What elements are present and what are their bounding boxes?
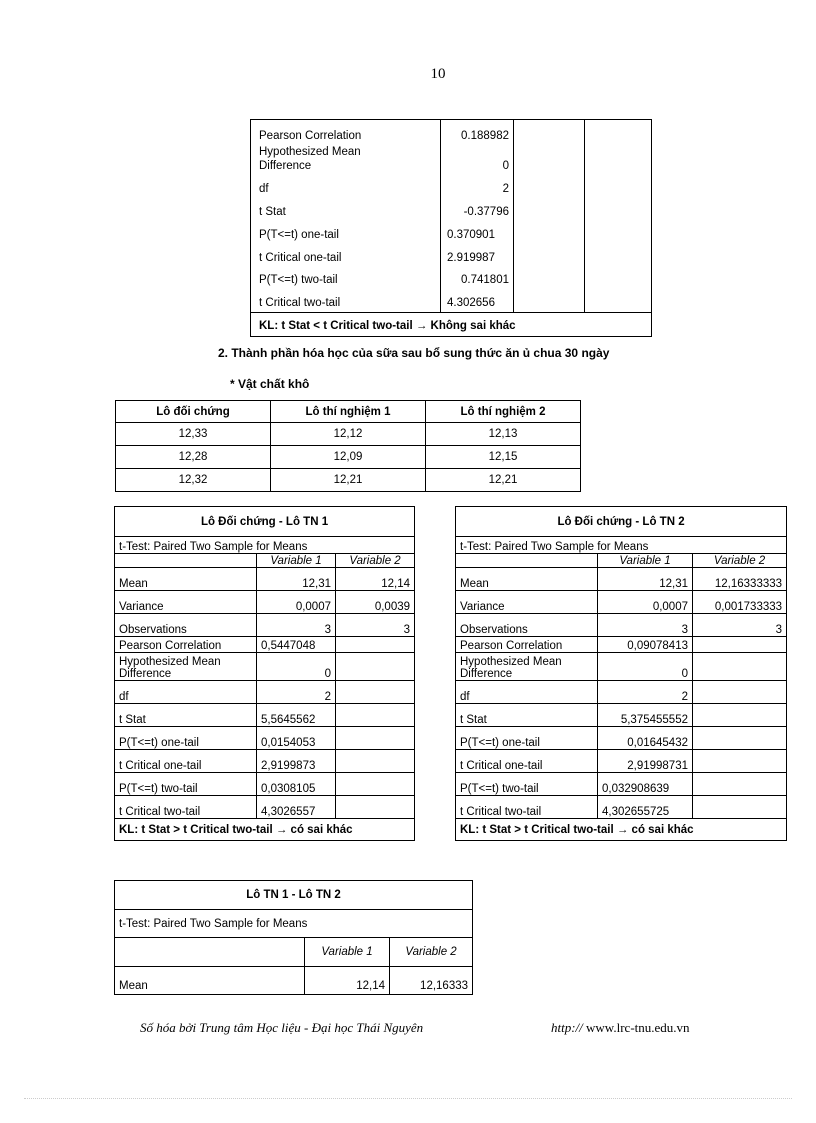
value-cell: 0,0007 [598,591,693,614]
row-value: 0.188982 [461,130,509,142]
value-cell: 0,0154053 [257,727,336,750]
col-header: Lô đối chứng [116,401,271,423]
table-cell: 12,33 [116,423,271,446]
value-cell [336,796,415,819]
value-cell [336,727,415,750]
conclusion: KL: t Stat > t Critical two-tail → có sai khác [460,823,694,836]
row-label: P(T<=t) one-tail [460,737,540,749]
row-label: t Critical one-tail [460,760,543,772]
footer-url[interactable]: www.lrc-tnu.edu.vn [582,1020,690,1035]
value-cell [693,750,787,773]
value-cell: 3 [598,614,693,637]
value-cell: 12,14 [336,568,415,591]
value-cell: 5,5645562 [257,704,336,727]
page-number: 10 [430,66,446,82]
value-cell: 2,91998731 [598,750,693,773]
row-label: df [259,183,269,195]
row-label: t Stat [259,206,286,218]
row-label: Hypothesized Mean [259,146,361,158]
conclusion: KL: t Stat > t Critical two-tail → có sai khác [119,823,353,836]
footer-right [551,1020,690,1036]
row-label [115,653,257,681]
row-label: Observations [460,624,528,636]
row-label: t Stat [460,714,487,726]
row-label-line2: Difference [460,668,513,680]
table-cell: 12,21 [271,469,426,492]
table-subtitle: t-Test: Paired Two Sample for Means [119,917,308,930]
row-label: Mean [460,578,489,590]
footer-left: Số hóa bởi Trung tâm Học liệu - Đại học Thái Nguyên [140,1020,424,1035]
row-label: Difference [259,160,312,172]
row-label: Pearson Correlation [460,640,563,652]
value-cell [336,653,415,681]
value-cell: 0,0007 [257,591,336,614]
row-label: Pearson Correlation [259,130,362,142]
value-cell [693,704,787,727]
row-label: df [460,691,470,703]
table-cell: 12,21 [426,469,581,492]
row-label: Variance [119,601,164,613]
ttest-dc-tn2-table [455,506,787,841]
row-label: P(T<=t) two-tail [460,783,539,795]
value-cell [693,773,787,796]
value-cell: 12,16333333 [693,568,787,591]
row-value: 2 [502,183,509,195]
row-label: t Critical one-tail [259,252,342,264]
value-cell [693,637,787,653]
value-cell [693,681,787,704]
row-label: df [119,691,129,703]
value-cell [336,637,415,653]
value-cell: 12,14 [305,967,390,995]
row-label-line2: Difference [119,668,172,680]
dry-matter-table [115,400,581,492]
table-cell: 12,12 [271,423,426,446]
value-cell [336,773,415,796]
row-label-line1: Hypothesized Mean [119,656,221,668]
value-cell: 4,302655725 [598,796,693,819]
row-label: t Critical two-tail [119,806,201,818]
row-label: P(T<=t) two-tail [259,274,338,286]
col-header: Variable 2 [336,554,415,568]
ttest-tn1-tn2-table [114,880,473,995]
table-cell: 12,15 [426,446,581,469]
value-cell [336,704,415,727]
value-cell: 2 [598,681,693,704]
section-title: 2. Thành phần hóa học của sữa sau bổ sung thức ăn ủ chua 30 ngày [218,346,610,360]
value-cell: 3 [257,614,336,637]
table-cell: 12,28 [116,446,271,469]
row-label: Observations [119,624,187,636]
value-cell: 0,01645432 [598,727,693,750]
row-label: Mean [119,980,148,992]
row-label: P(T<=t) two-tail [119,783,198,795]
col-header: Variable 2 [693,554,787,568]
value-cell [336,750,415,773]
value-cell: 0 [598,653,693,681]
value-cell: 0,001733333 [693,591,787,614]
row-label-line1: Hypothesized Mean [460,656,562,668]
table-cell: 12,32 [116,469,271,492]
value-cell: 2,9199873 [257,750,336,773]
row-label: t Critical one-tail [119,760,202,772]
table-title: Lô Đối chứng - Lô TN 2 [456,507,787,537]
bottom-divider [24,1098,792,1099]
table-title: Lô Đối chứng - Lô TN 1 [115,507,415,537]
row-label: t Critical two-tail [259,297,341,309]
top-stats-table [250,119,652,337]
col-header: Variable 1 [305,938,390,967]
col-header: Lô thí nghiệm 2 [426,401,581,423]
value-cell [693,727,787,750]
table-cell: 12,13 [426,423,581,446]
value-cell: 0,5447048 [257,637,336,653]
value-cell: 0,09078413 [598,637,693,653]
col-header: Lô thí nghiệm 1 [271,401,426,423]
row-label: P(T<=t) one-tail [259,229,339,241]
row-value: 0.370901 [447,229,495,241]
col-header: Variable 2 [390,938,473,967]
value-cell: 5,375455552 [598,704,693,727]
table-subtitle: t-Test: Paired Two Sample for Means [460,541,649,553]
row-label: Mean [119,578,148,590]
row-value: -0.37796 [463,206,509,218]
conclusion: KL: t Stat < t Critical two-tail → Không sai khác [259,320,516,332]
row-value: 0.741801 [461,274,509,286]
value-cell: 2 [257,681,336,704]
value-cell: 3 [336,614,415,637]
row-label: t Stat [119,714,146,726]
value-cell [693,653,787,681]
value-cell: 12,31 [257,568,336,591]
row-label: Variance [460,601,505,613]
table-title: Lô TN 1 - Lô TN 2 [115,881,473,910]
row-value: 4.302656 [447,297,495,309]
value-cell: 0,032908639 [598,773,693,796]
table-subtitle: t-Test: Paired Two Sample for Means [119,541,308,553]
value-cell [336,681,415,704]
row-value: 2.919987 [447,252,495,264]
value-cell: 4,3026557 [257,796,336,819]
row-value: 0 [502,160,509,172]
ttest-dc-tn1-table [114,506,415,841]
row-label: P(T<=t) one-tail [119,737,199,749]
row-label [456,653,598,681]
col-header: Variable 1 [598,554,693,568]
value-cell: 12,31 [598,568,693,591]
value-cell: 0,0308105 [257,773,336,796]
value-cell [693,796,787,819]
value-cell: 0 [257,653,336,681]
footer-url-prefix: http:// [551,1020,583,1035]
value-cell: 0,0039 [336,591,415,614]
value-cell: 3 [693,614,787,637]
table-cell: 12,09 [271,446,426,469]
col-header: Variable 1 [257,554,336,568]
value-cell: 12,16333 [390,967,473,995]
row-label: Pearson Correlation [119,640,222,652]
row-label: t Critical two-tail [460,806,542,818]
subsection-title: * Vật chất khô [230,377,310,391]
